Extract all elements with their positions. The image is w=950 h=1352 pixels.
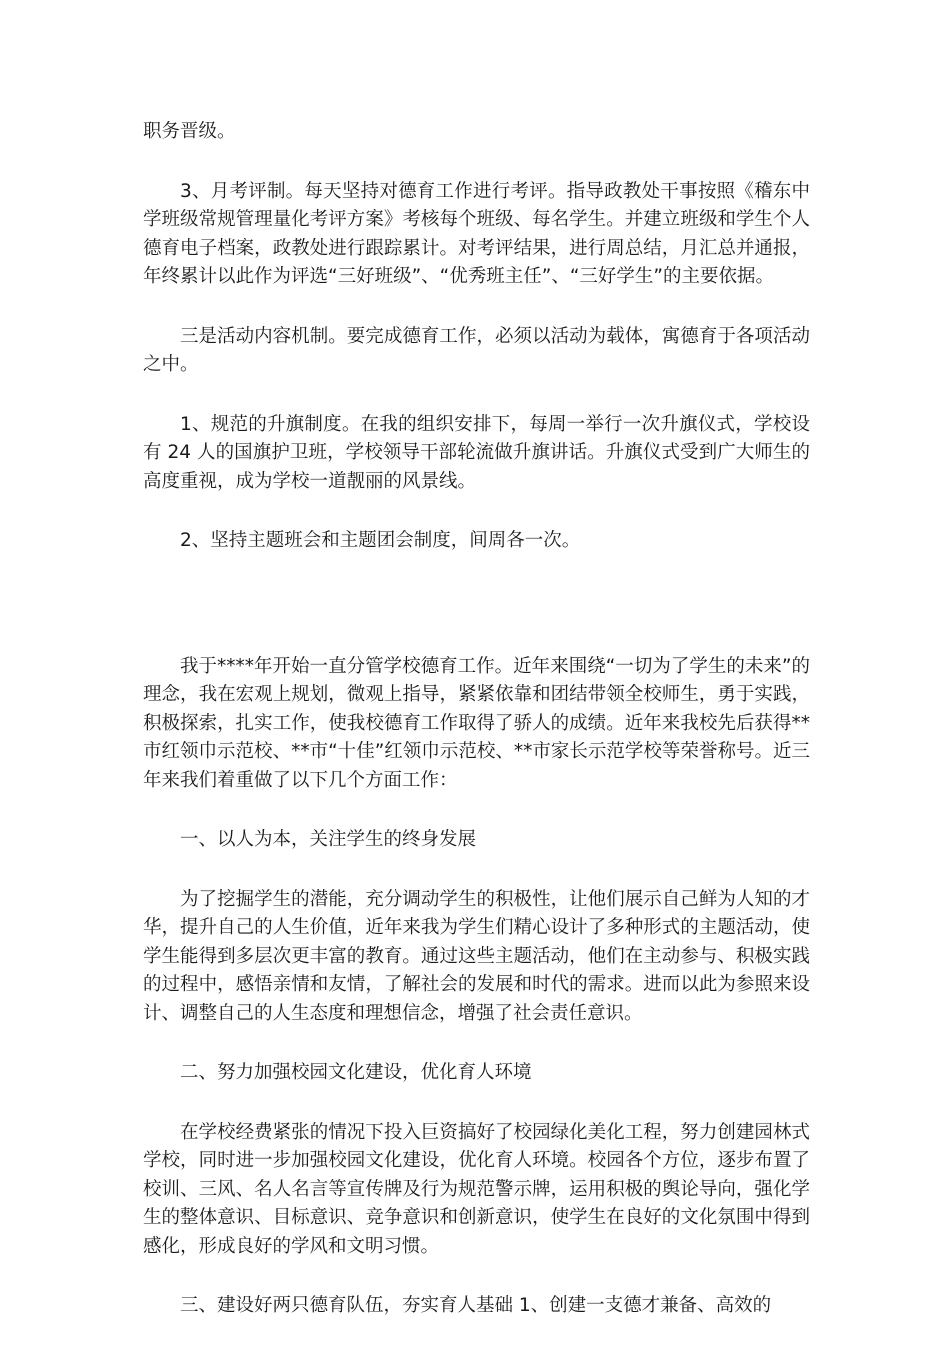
paragraph: 为了挖掘学生的潜能，充分调动学生的积极性，让他们展示自己鲜为人知的才华，提升自己的人生价值，近年来我为学生们精心设计了多种形式的主题活动，使学生能得到多层次更丰富的教育。通过这些主题活动，他们在主动参与、积极实践的过程中，感悟亲情和友情，了解社会的发展和时代的需求。进而以此为参照来设计、调整自己的人生态度和理想信念，增强了社会责任意识。 [143, 888, 810, 1024]
section-heading: 三、建设好两只德育队伍，夯实育人基础 1、创建一支德才兼备、高效的 [180, 1295, 772, 1316]
paragraph: 1、规范的升旗制度。在我的组织安排下，每周一举行一次升旗仪式，学校设有 24 人的国旗护卫班，学校领导干部轮流做升旗讲话。升旗仪式受到广大师生的高度重视，成为学校一道靓丽的风景线。 [143, 413, 810, 492]
paragraph: 我于****年开始一直分管学校德育工作。近年来围绕“一切为了学生的未来”的理念，我在宏观上规划，微观上指导，紧紧依靠和团结带领全校师生，勇于实践，积极探索，扎实工作，使我校德育工作取得了骄人的成绩。近年来我校先后获得**市红领巾示范校、**市“十佳”红领巾示范校、**市家长示范学校等荣誉称号。近三年来我们着重做了以下几个方面工作： [143, 655, 810, 791]
section-heading: 一、以人为本，关注学生的终身发展 [180, 829, 477, 850]
paragraph: 2、坚持主题班会和主题团会制度，间周各一次。 [180, 530, 581, 551]
paragraph: 3、月考评制。每天坚持对德育工作进行考评。指导政教处干事按照《稽东中学班级常规管理量化考评方案》考核每个班级、每名学生。并建立班级和学生个人德育电子档案，政教处进行跟踪累计。对考评结果，进行周总结，月汇总并通报，年终累计以此作为评选“三好班级”、“优秀班主任”、“三好学生”的主要依据。 [143, 180, 810, 287]
paragraph: 职务晋级。 [143, 121, 236, 142]
document-body [143, 118, 810, 1352]
section-heading: 二、努力加强校园文化建设，优化育人环境 [180, 1062, 532, 1083]
paragraph: 在学校经费紧张的情况下投入巨资搞好了校园绿化美化工程，努力创建园林式学校，同时进一步加强校园文化建设，优化育人环境。校园各个方位，逐步布置了校训、三风、名人名言等宣传牌及行为规范警示牌，运用积极的舆论导向，强化学生的整体意识、目标意识、竞争意识和创新意识，使学生在良好的文化氛围中得到感化，形成良好的学风和文明习惯。 [143, 1121, 810, 1257]
paragraph: 三是活动内容机制。要完成德育工作，必须以活动为载体，寓德育于各项活动之中。 [143, 325, 810, 375]
